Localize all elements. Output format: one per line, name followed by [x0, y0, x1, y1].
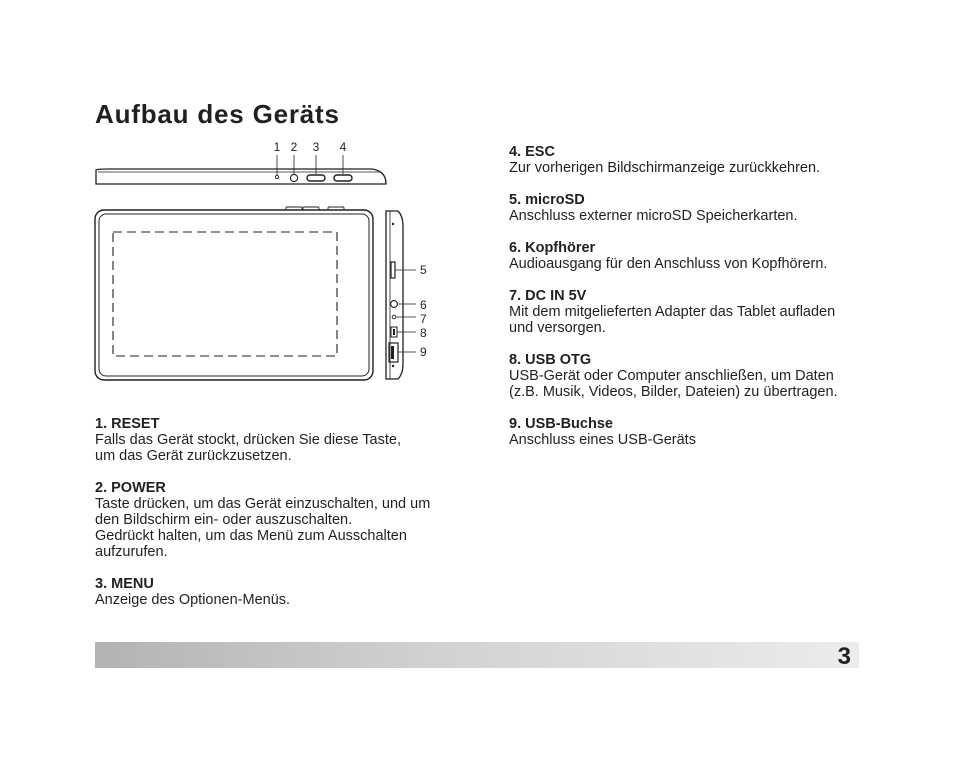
right-column: [509, 144, 889, 464]
device-diagram: [90, 136, 440, 386]
dc-in-icon: [392, 315, 416, 319]
tablet-front-view: [95, 207, 373, 380]
item-description: USB-Gerät oder Computer anschließen, um Daten (z.B. Musik, Videos, Bilder, Dateien) zu übertragen.: [509, 368, 838, 400]
item-power: [95, 480, 475, 560]
item-heading: 4. ESC: [509, 144, 555, 160]
item-description: Mit dem mitgelieferten Adapter das Tablet aufladen und versorgen.: [509, 304, 836, 336]
callout-9: 9: [420, 345, 427, 359]
esc-button-icon: [334, 155, 352, 181]
item-esc: [509, 144, 889, 176]
item-usb-buchse: [509, 416, 889, 448]
item-heading: 9. USB-Buchse: [509, 416, 613, 432]
callout-1: 1: [273, 140, 281, 154]
item-heading: 2. POWER: [95, 480, 166, 496]
power-button-icon: [290, 155, 297, 182]
item-dc-in: [509, 288, 889, 336]
item-description: Anzeige des Optionen-Menüs.: [95, 592, 291, 608]
item-usb-otg: [509, 352, 889, 400]
item-heading: 5. microSD: [509, 192, 585, 208]
callout-4: 4: [339, 140, 347, 154]
item-description: Falls das Gerät stockt, drücken Sie diese Taste, um das Gerät zurückzusetzen.: [95, 432, 401, 464]
tablet-top-view: [96, 169, 386, 184]
item-description: Anschluss externer microSD Speicherkarten.: [509, 208, 798, 224]
menu-button-icon: [307, 155, 325, 181]
callout-3: 3: [312, 140, 320, 154]
item-menu: [95, 576, 475, 608]
callout-5: 5: [420, 263, 427, 277]
item-heading: 1. RESET: [95, 416, 160, 432]
callout-2: 2: [290, 140, 298, 154]
item-heading: 3. MENU: [95, 576, 154, 592]
item-description: Taste drücken, um das Gerät einzuschalten, und um den Bildschirm ein- oder auszuschalten. Gedrückt halten, um das Menü zum Ausschalten aufzurufen.: [95, 496, 431, 560]
footer-bar: [95, 642, 859, 668]
left-column: [95, 416, 475, 624]
item-description: Audioausgang für den Anschluss von Kopfhörern.: [509, 256, 828, 272]
item-heading: 8. USB OTG: [509, 352, 592, 368]
item-heading: 7. DC IN 5V: [509, 288, 587, 304]
item-description: Zur vorherigen Bildschirmanzeige zurückkehren.: [509, 160, 821, 176]
callout-8: 8: [420, 326, 427, 340]
page-title: Aufbau des Geräts: [95, 99, 340, 129]
callout-6: 6: [420, 298, 427, 312]
item-reset: [95, 416, 475, 464]
reset-hole-icon: [275, 155, 278, 179]
callout-7: 7: [420, 312, 427, 326]
item-microsd: [509, 192, 889, 224]
item-description: Anschluss eines USB-Geräts: [509, 432, 696, 448]
item-kopfhoerer: [509, 240, 889, 272]
page-number: 3: [837, 643, 851, 670]
item-heading: 6. Kopfhörer: [509, 240, 596, 256]
